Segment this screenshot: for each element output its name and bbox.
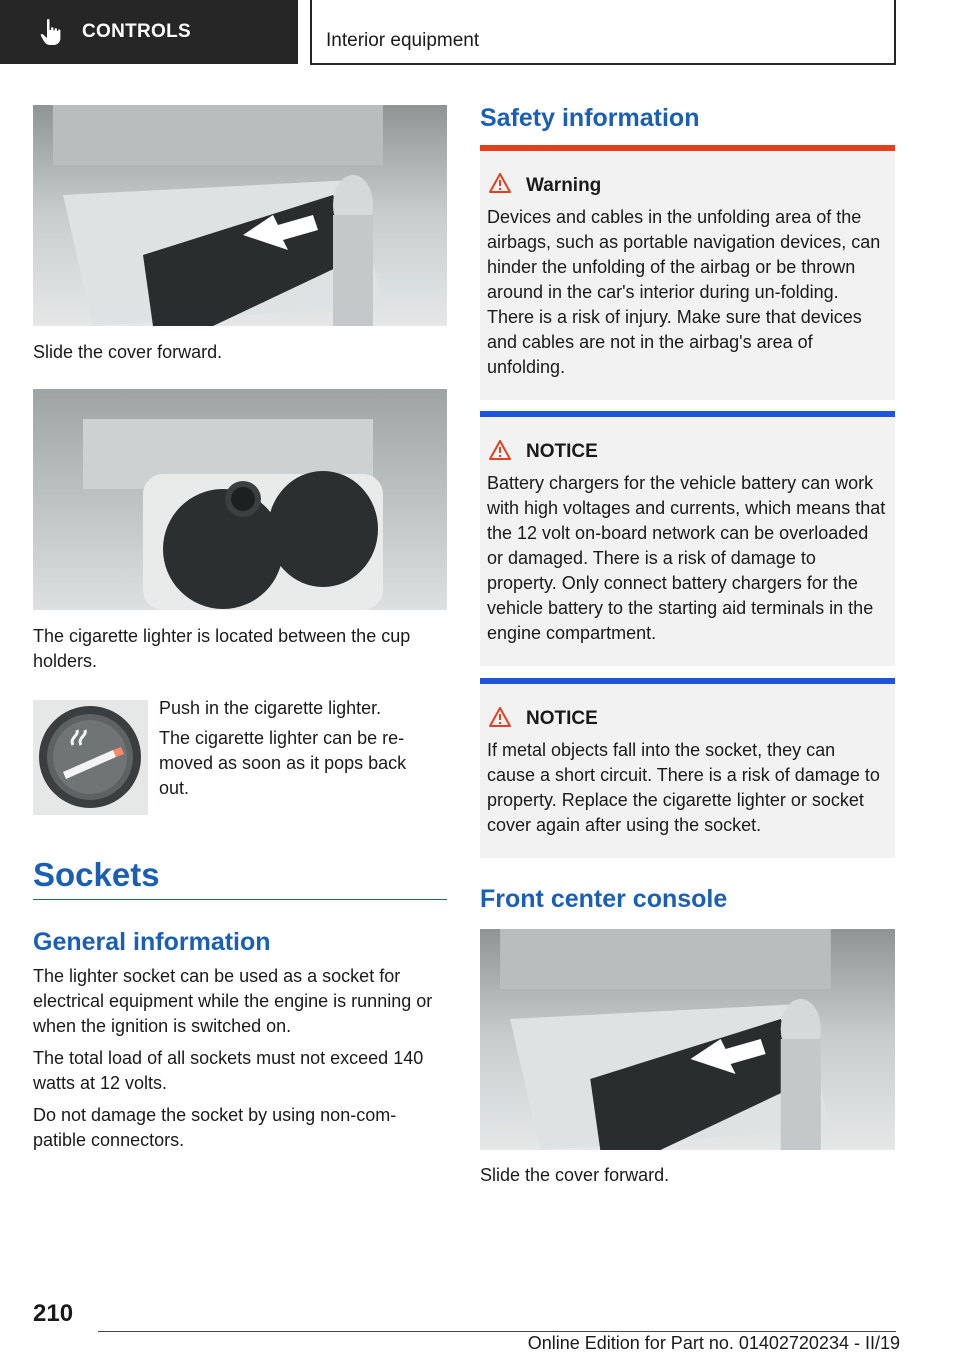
general-paragraph-2: The total load of all sockets must not exceed 140 watts at 12 volts. [33, 1048, 424, 1093]
page-number: 210 [33, 1300, 74, 1327]
general-paragraph-1: The lighter socket can be used as a socket for electrical equipment while the engine is running or when the ignition is switched on. [33, 966, 433, 1036]
notice-body-socket: If metal objects fall into the socket, they can cause a short circuit. There is a risk of damage to property. Replace the cigarette lighter or socket cover again after using the socket. [487, 740, 880, 835]
notice-triangle-icon [489, 707, 511, 727]
heading-general-information: General information [33, 928, 271, 956]
photo-cigarette-lighter [33, 700, 148, 815]
notice-bar-socket [480, 678, 895, 684]
caption-lighter-location: The cigarette lighter is located between the cup holders. [33, 626, 411, 671]
warning-title: Warning [526, 175, 602, 196]
photo-cup-holders [33, 389, 447, 610]
warning-body: Devices and cables in the unfolding area of the airbags, such as portable navigation devices, can hinder the unfolding of the airbag or be thrown around in the car's interior during un-folding. There is a risk of injury. Make sure that devices and cables are not in the airbag's area of unfolding. [487, 207, 881, 377]
notice-title-battery: NOTICE [526, 441, 598, 462]
header-rule [310, 63, 896, 65]
notice-triangle-icon [489, 440, 511, 460]
warning-bar [480, 145, 895, 151]
heading-sockets-rule [33, 899, 447, 900]
header-divider [310, 0, 312, 64]
heading-safety-information: Safety information [480, 104, 700, 132]
footer-edition: Online Edition for Part no. 01402720234 - II/19 [527, 1333, 900, 1353]
notice-bar-battery [480, 411, 895, 417]
header-rule-end [894, 0, 896, 65]
hand-pointer-icon [40, 18, 62, 46]
warning-triangle-icon [489, 173, 511, 193]
footer-rule [98, 1331, 896, 1332]
photo-front-console-cover [480, 929, 895, 1150]
header-chapter-title: Interior equipment [326, 30, 480, 51]
heading-front-center-console: Front center console [480, 885, 728, 913]
warning-box [480, 145, 895, 400]
photo-center-console-cover [33, 105, 447, 326]
caption-slide-cover: Slide the cover forward. [33, 342, 223, 362]
lighter-instruction-push: Push in the cigarette lighter. [159, 698, 382, 718]
header-section-label: CONTROLS [82, 21, 192, 42]
notice-body-battery: Battery chargers for the vehicle battery can work with high voltages and currents, which means that the 12 volt on-board network can be overloaded or damaged. There is a risk of damage to property. Only connect battery chargers for the vehicle battery to the starting aid terminals in the engine compartment. [487, 473, 886, 643]
general-paragraph-3: Do not damage the socket by using non-com-patible connectors. [33, 1105, 397, 1150]
notice-box-battery [480, 411, 895, 666]
notice-title-socket: NOTICE [526, 708, 598, 729]
lighter-instruction-remove: The cigarette lighter can be re-moved as soon as it pops back out. [159, 728, 407, 798]
header-section-tab [0, 0, 298, 64]
heading-sockets: Sockets [33, 856, 160, 893]
notice-box-socket [480, 678, 895, 858]
caption-front-slide-cover: Slide the cover forward. [480, 1165, 670, 1185]
